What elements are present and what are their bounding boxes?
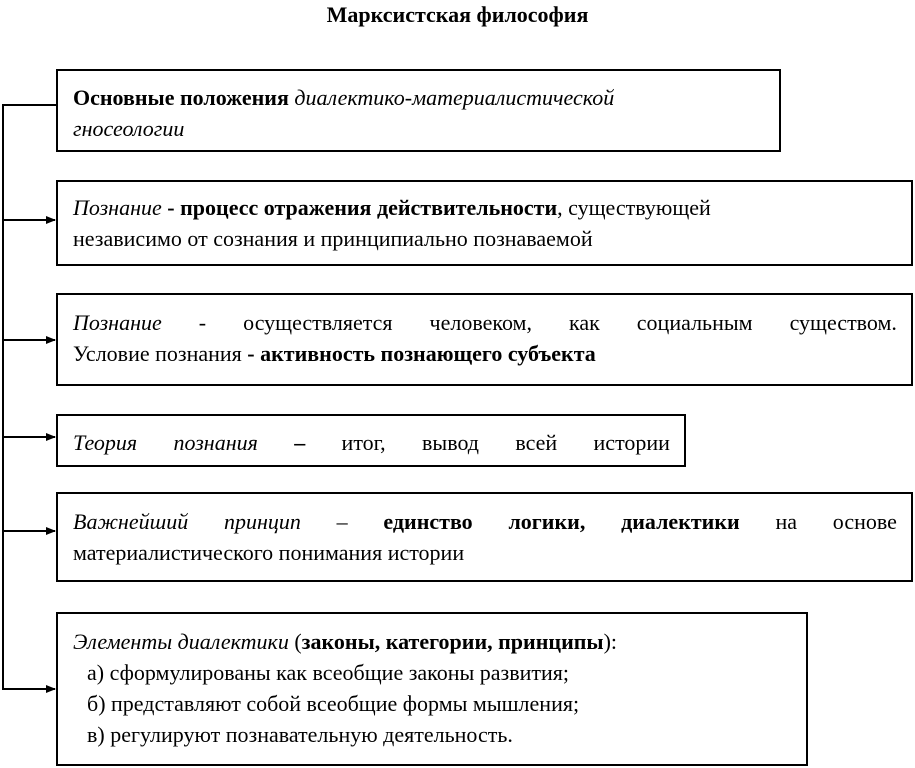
box2-word: социальным bbox=[636, 310, 753, 335]
box4-word: Важнейший bbox=[73, 509, 189, 534]
box1-dash: - bbox=[161, 195, 181, 220]
header-italic-text: диалектико-материалистической bbox=[294, 85, 615, 110]
box3-word: познания bbox=[173, 430, 258, 455]
box2-condition: Условие познания bbox=[73, 341, 242, 366]
box4-bold: логики, bbox=[508, 509, 586, 534]
box1-term: Познание bbox=[73, 195, 162, 220]
box3-word: всей bbox=[515, 430, 558, 455]
box3-word: вывод bbox=[422, 430, 479, 455]
box4-bold: диалектики bbox=[621, 509, 740, 534]
box2-dash: - bbox=[241, 341, 261, 366]
box5-open: ( bbox=[288, 629, 302, 654]
box4-dash: – bbox=[336, 509, 348, 534]
list-item: б) представляют собой всеобщие формы мышления; bbox=[87, 691, 580, 716]
box5-bold: законы, категории, принципы bbox=[301, 629, 604, 654]
box3-word: Теория bbox=[73, 430, 138, 455]
box-theory bbox=[56, 414, 686, 467]
box3-word: истории bbox=[593, 430, 670, 455]
list-item: в) регулируют познавательную деятельность. bbox=[87, 722, 513, 747]
box2-word: человеком, bbox=[429, 310, 532, 335]
box5-term: Элементы диалектики bbox=[73, 629, 289, 654]
box1-bold: процесс отражения действительности bbox=[180, 195, 558, 220]
box1-line2: независимо от сознания и принципиально познаваемой bbox=[73, 226, 593, 251]
box4-bold: единство bbox=[383, 509, 473, 534]
box2-word: - bbox=[198, 310, 207, 335]
box4-word: на bbox=[775, 509, 798, 534]
box-cognition-reflection bbox=[56, 180, 913, 266]
box-dialectics-elements bbox=[56, 612, 808, 766]
box3-word: итог, bbox=[341, 430, 386, 455]
box2-bold: активность познающего субъекта bbox=[260, 341, 596, 366]
header-bold-text: Основные положения bbox=[73, 85, 289, 110]
box2-word: существом. bbox=[789, 310, 897, 335]
box2-word: как bbox=[568, 310, 600, 335]
box2-word: осуществляется bbox=[243, 310, 393, 335]
box3-dash: – bbox=[294, 430, 306, 455]
box-principle bbox=[56, 492, 913, 582]
box2-term: Познание bbox=[73, 310, 162, 335]
box-cognition-social bbox=[56, 293, 913, 386]
diagram-title: Марксистская философия bbox=[326, 2, 589, 27]
header-italic-text-2: гносеологии bbox=[73, 116, 185, 141]
box4-word: принцип bbox=[223, 509, 301, 534]
box5-close: ): bbox=[603, 629, 618, 654]
list-item: а) сформулированы как всеобщие законы развития; bbox=[87, 660, 570, 685]
box4-line2: материалистического понимания истории bbox=[73, 540, 465, 565]
header-box bbox=[56, 69, 781, 152]
box1-rest: , существующей bbox=[557, 195, 711, 220]
box4-word: основе bbox=[832, 509, 897, 534]
